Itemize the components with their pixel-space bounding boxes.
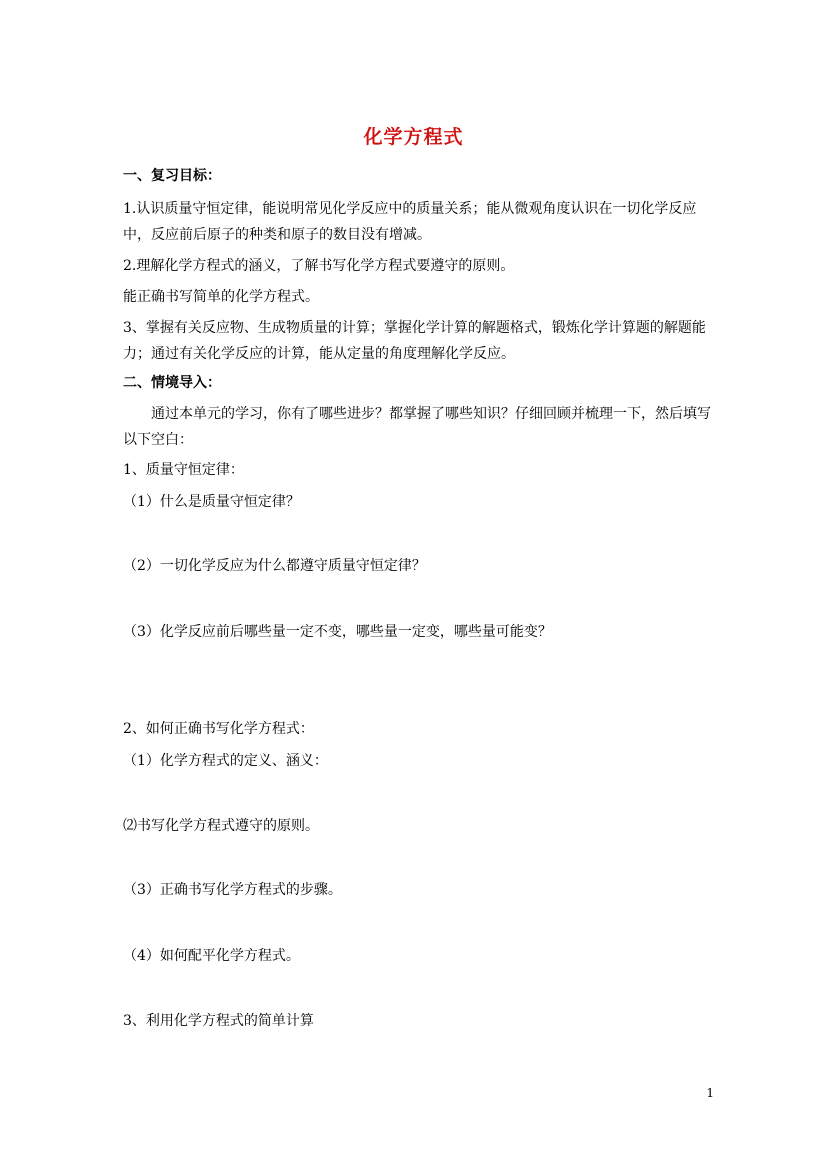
question-2-sub-2: ⑵书写化学方程式遵守的原则。	[123, 818, 319, 834]
question-1-sub-1: （1）什么是质量守恒定律？	[123, 494, 300, 510]
question-2-label: 2、如何正确书写化学方程式：	[123, 721, 314, 737]
section2-heading: 二、情境导入：	[123, 375, 221, 391]
question-3-label: 3、利用化学方程式的简单计算	[123, 1013, 314, 1029]
section2-intro: 通过本单元的学习，你有了哪些进步？都掌握了哪些知识？仔细回顾并梳理一下，然后填写以下空白：	[123, 406, 711, 448]
question-2-sub-3: （3）正确书写化学方程式的步骤。	[123, 882, 342, 898]
question-1-sub-2: （2）一切化学反应为什么都遵守质量守恒定律？	[123, 558, 426, 574]
objective-1: 1.认识质量守恒定律，能说明常见化学反应中的质量关系；能从微观角度认识在一切化学反应中，反应前后原子的种类和原子的数目没有增减。	[123, 201, 697, 243]
objective-2-note: 能正确书写简单的化学方程式。	[123, 289, 319, 305]
page-number: 1	[706, 1086, 714, 1100]
question-2-sub-1: （1）化学方程式的定义、涵义：	[123, 753, 328, 769]
question-1-label: 1、质量守恒定律：	[123, 462, 244, 478]
question-1-sub-3: （3）化学反应前后哪些量一定不变，哪些量一定变，哪些量可能变？	[123, 624, 552, 640]
section1-heading: 一、复习目标：	[123, 168, 221, 184]
objective-2: 2.理解化学方程式的涵义，了解书写化学方程式要遵守的原则。	[123, 258, 515, 274]
page-title: 化学方程式	[363, 126, 464, 148]
objective-3: 3、掌握有关反应物、生成物质量的计算；掌握化学计算的解题格式，锻炼化学计算题的解题能力；通过有关化学反应的计算，能从定量的角度理解化学反应。	[123, 320, 706, 362]
question-2-sub-4: （4）如何配平化学方程式。	[123, 948, 300, 964]
